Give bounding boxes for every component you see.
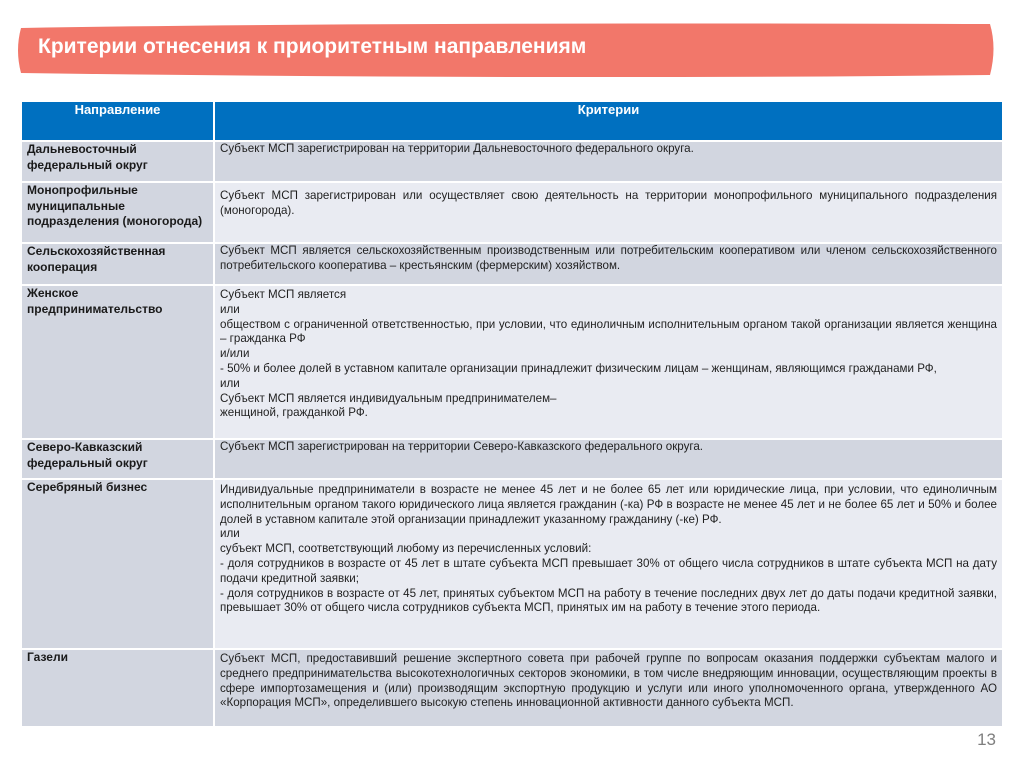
criteria-line: обществом с ограниченной ответственностью, при условии, что единоличным исполнительным органом такой организации является женщина – гражданка РФ (220, 317, 997, 346)
criteria-line: или (220, 302, 240, 316)
criteria-line: - 50% и более долей в уставном капитале организации принадлежит физическим лицам – женщинам, являющимся гражданами РФ, (220, 361, 937, 375)
criteria-text: Субъект МСП является сельскохозяйственным производственным или потребительским кооперативом или членом сельскохозяйственного потребительского кооператива – крестьянским (фермерским) хозяйством. (220, 244, 997, 272)
direction-cell: Северо-Кавказский федеральный округ (22, 439, 214, 479)
direction-cell: Монопрофильные муниципальные подразделения (моногорода) (22, 182, 214, 243)
table-row (22, 182, 1002, 243)
criteria-cell (214, 479, 1002, 649)
table-header-row (22, 102, 1002, 141)
criteria-line: - доля сотрудников в возрасте от 45 лет в штате субъекта МСП превышает 30% от общего числа сотрудников в штате субъекта МСП на дату подачи кредитной заявки; (220, 556, 997, 585)
page-number: 13 (977, 730, 996, 749)
table-row (22, 439, 1002, 479)
criteria-cell (214, 439, 1002, 479)
criteria-text: Субъект МСП зарегистрирован или осуществляет свою деятельность на территории монопрофильного муниципального подразделения (моногорода). (220, 189, 997, 217)
criteria-line: или (220, 376, 240, 390)
direction-cell: Дальневосточный федеральный округ (22, 141, 214, 182)
criteria-line: Субъект МСП является (220, 288, 347, 301)
direction-cell: Серебряный бизнес (22, 479, 214, 649)
criteria-line: и/или (220, 347, 250, 361)
criteria-table (22, 102, 1002, 728)
criteria-cell (214, 182, 1002, 243)
table-row (22, 479, 1002, 649)
criteria-line: женщиной, гражданкой РФ. (220, 406, 368, 420)
criteria-line: - доля сотрудников в возрасте от 45 лет, принятых субъектом МСП на работу в течение последних двух лет до даты подачи кредитной заявки, превышает 30% от общего числа сотрудников субъекта МСП, принятых им на работу в течение этого периода. (220, 586, 997, 615)
criteria-line: субъект МСП, соответствующий любому из перечисленных условий: (220, 542, 592, 556)
criteria-cell (214, 243, 1002, 285)
direction-cell: Сельскохозяйственная кооперация (22, 243, 214, 285)
direction-cell: Женское предпринимательство (22, 285, 214, 439)
criteria-text: Субъект МСП, предоставивший решение экспертного совета при рабочей группе по вопросам оказания поддержки субъектам малого и среднего предпринимательства высокотехнологичных секторов экономики, в том числе внедряющим инновации, осуществляющим проекты в сфере импортозамещения и (или) производящим экспортную продукцию и услуги или иного уполномоченного органа, утвержденного АО «Корпорация МСП», определившего высокую степень инновационной активности данного субъекта МСП. (220, 652, 997, 710)
criteria-cell (214, 649, 1002, 727)
criteria-text: Субъект МСП зарегистрирован на территории Северо-Кавказского федерального округа. (220, 440, 704, 453)
criteria-line: Субъект МСП является индивидуальным предпринимателем– (220, 391, 557, 405)
header-direction: Направление (22, 102, 214, 141)
header-criteria: Критерии (214, 102, 1002, 141)
table-row (22, 243, 1002, 285)
direction-cell: Газели (22, 649, 214, 727)
table-row (22, 649, 1002, 727)
criteria-line: Индивидуальные предприниматели в возрасте не менее 45 лет и не более 65 лет или юридические лица, при условии, что единоличным исполнительным органом такого юридического лица является гражданин (-ка) РФ в возрасте не менее 45 лет и не более 65 лет и 50% и более долей в уставном капитале этой организации принадлежит указанному гражданину (-ке) РФ. (220, 483, 997, 526)
criteria-cell (214, 285, 1002, 439)
table-row (22, 141, 1002, 182)
table-row (22, 285, 1002, 439)
criteria-cell (214, 141, 1002, 182)
criteria-line: или (220, 527, 240, 541)
criteria-text: Субъект МСП зарегистрирован на территории Дальневосточного федерального округа. (220, 142, 694, 155)
title-banner (15, 22, 995, 77)
page-title: Критерии отнесения к приоритетным направлениям (38, 35, 587, 58)
